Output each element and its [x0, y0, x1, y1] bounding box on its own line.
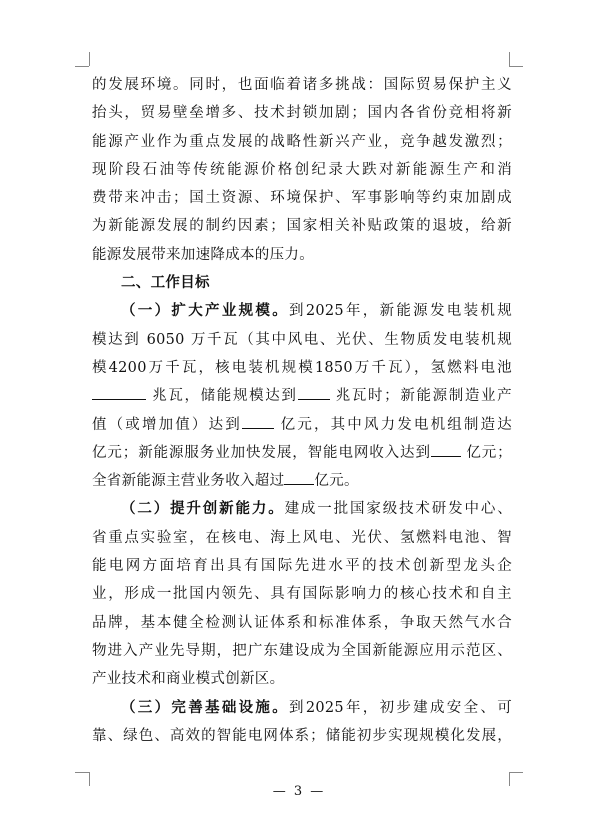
item-line: 能电网方面培育出具有国际先进水平的技术创新型龙头企 [92, 558, 512, 575]
item-title: （三）完善基础设施。 [121, 698, 290, 716]
item-line: （二）提升创新能力。建成一批国家级技术研发中心、 [121, 500, 513, 518]
item-line: 兆瓦，储能规模达到 兆瓦时；新能源制造业产 [92, 382, 512, 410]
paragraph-line: 抬头，贸易壁垒增多、技术封锁加剧；国内各省份竞相将新 [92, 105, 512, 122]
crop-mark-bottom-left [75, 772, 89, 773]
section-heading: 二、工作目标 [121, 275, 210, 292]
paragraph-line: 为新能源发展的制约因素；国家相关补贴政策的退坡，给新 [92, 218, 512, 235]
item-line: 模达到 6050 万千瓦（其中风电、光伏、生物质发电装机规 [92, 331, 512, 348]
crop-mark-top-right [509, 66, 523, 67]
item-line: 省重点实验室，在核电、海上风电、光伏、氢燃料电池、智 [92, 529, 512, 546]
document-body [92, 71, 512, 750]
paragraph-line: 费带来冲击；国土资源、环境保护、军事影响等约束加剧成 [92, 190, 512, 207]
fill-blank [431, 442, 461, 457]
item-line: 产业技术和商业模式创新区。 [92, 671, 285, 688]
crop-mark-bottom-right [509, 772, 523, 773]
item-line: 物进入产业先导期，把广东建设成为全国新能源应用示范区、 [92, 642, 512, 659]
item-line: 业，形成一批国内领先、具有国际影响力的核心技术和自主 [92, 586, 512, 603]
paragraph-line: 的发展环境。同时，也面临着诸多挑战：国际贸易保护主义 [92, 77, 512, 93]
item-line: 亿元；新能源服务业加快发展，智能电网收入达到 亿元； [92, 439, 512, 467]
item-line: 品牌，基本健全检测认证体系和标准体系，争取天然气水合 [92, 614, 512, 631]
item-line: 模4200万千瓦，核电装机规模1850万千瓦），氢燃料电池 [92, 359, 512, 376]
item-line: 值（或增加值）达到 亿元，其中风力发电机组制造达 [92, 411, 512, 439]
fill-blank [298, 385, 330, 400]
item-title: （二）提升创新能力。 [121, 500, 285, 518]
crop-mark-top-left [75, 66, 89, 67]
item-line: 全省新能源主营业务收入超过 亿元。 [92, 467, 512, 495]
paragraph-line: 现阶段石油等传统能源价格创纪录大跌对新能源生产和消 [92, 161, 512, 178]
page-number: — 3 — [272, 784, 326, 799]
fill-blank [242, 414, 274, 429]
item-line: （一）扩大产业规模。到2025年，新能源发电装机规 [121, 302, 512, 320]
item-title: （一）扩大产业规模。 [121, 302, 290, 320]
paragraph-line: 能源产业作为重点发展的战略性新兴产业，竞争越发激烈； [92, 133, 512, 150]
fill-blank [284, 470, 314, 485]
crop-mark-top-right [509, 52, 510, 66]
item-line: （三）完善基础设施。到2025年，初步建成安全、可 [121, 698, 512, 716]
crop-mark-top-left [89, 52, 90, 66]
item-line: 靠、绿色、高效的智能电网体系；储能初步实现规模化发展， [92, 727, 512, 744]
fill-blank [92, 385, 146, 400]
paragraph-line: 能源发展带来加速降成本的压力。 [92, 246, 314, 263]
